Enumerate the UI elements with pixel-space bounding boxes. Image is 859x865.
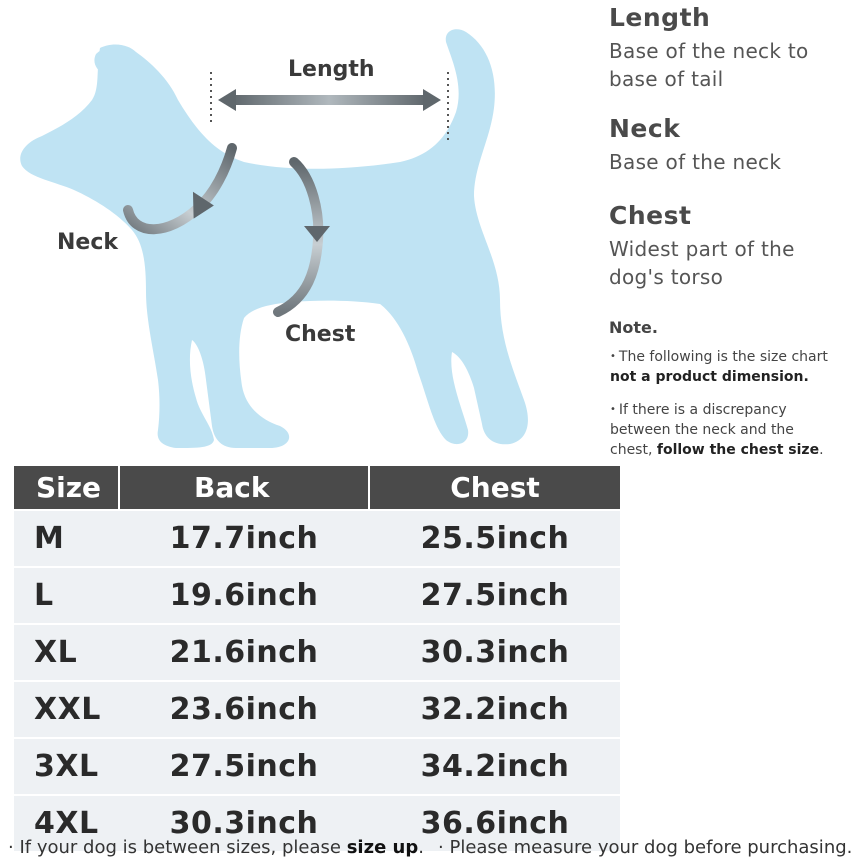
table-row [14,511,620,568]
table-body [14,511,620,853]
footer-tip-text: If your dog is between sizes, please [19,837,341,858]
legend-chest [609,201,859,291]
footer-tip-text: . [418,837,424,858]
cell-size: L [34,578,54,613]
cell-chest: 25.5inch [420,521,570,556]
footer-tip-text: Please measure your dog before purchasing. [449,837,853,858]
legend-title: Neck [609,114,681,143]
legend-title: Chest [609,201,692,230]
legend-description-line: Widest part of the [609,237,795,261]
bullet-icon: • [610,351,616,362]
cell-size: XXL [34,692,101,727]
cell-chest: 30.3inch [420,635,570,670]
bullet-icon: · [438,837,444,858]
cell-size: 4XL [34,806,99,841]
cell-size: XL [34,635,78,670]
cell-size: M [34,521,65,556]
table-row [14,625,620,682]
footer-tip-bold: size up [346,837,419,858]
bullet-icon: · [8,837,14,858]
note-item [610,347,858,387]
cell-back: 19.6inch [169,578,319,613]
legend-description-line: base of tail [609,67,724,91]
cell-back: 21.6inch [169,635,319,670]
cell-back: 23.6inch [169,692,319,727]
legend-title: Length [609,3,711,32]
footer-tip-measure [438,837,852,858]
cell-chest: 27.5inch [420,578,570,613]
table-header [14,466,620,511]
cell-back: 17.7inch [169,521,319,556]
legend-length [609,3,859,93]
note-bold: not a product dimension. [610,369,809,385]
cell-back: 30.3inch [169,806,319,841]
size-table [14,466,620,853]
footer-tip-size-up [8,837,424,858]
legend-description-line: Base of the neck to [609,39,809,63]
table-row [14,682,620,739]
header-back: Back [120,466,370,509]
note-text: The following is the size chart [618,349,828,365]
note-text: If there is a discrepancy [618,402,787,418]
diagram-label-neck: Neck [57,230,119,255]
cell-back: 27.5inch [169,749,319,784]
cell-chest: 36.6inch [420,806,570,841]
table-row [14,739,620,796]
diagram-label-chest: Chest [285,322,356,347]
diagram-label-length: Length [288,57,375,82]
bullet-icon: • [610,404,616,415]
cell-chest: 34.2inch [420,749,570,784]
note-item [610,400,858,460]
footer-tips [0,834,859,862]
note-title: Note. [609,318,658,337]
note-text: chest, [610,442,653,458]
legend-description-line: dog's torso [609,265,724,289]
cell-chest: 32.2inch [420,692,570,727]
table-row [14,568,620,625]
note-text: between the neck and the [610,422,794,438]
note-bold: follow the chest size [656,442,820,458]
length-arrow [218,89,441,111]
legend-description-line: Base of the neck [609,150,782,174]
header-chest: Chest [370,466,620,509]
legend-neck [609,114,859,176]
cell-size: 3XL [34,749,99,784]
note-text: . [819,442,824,458]
header-size: Size [14,466,120,509]
